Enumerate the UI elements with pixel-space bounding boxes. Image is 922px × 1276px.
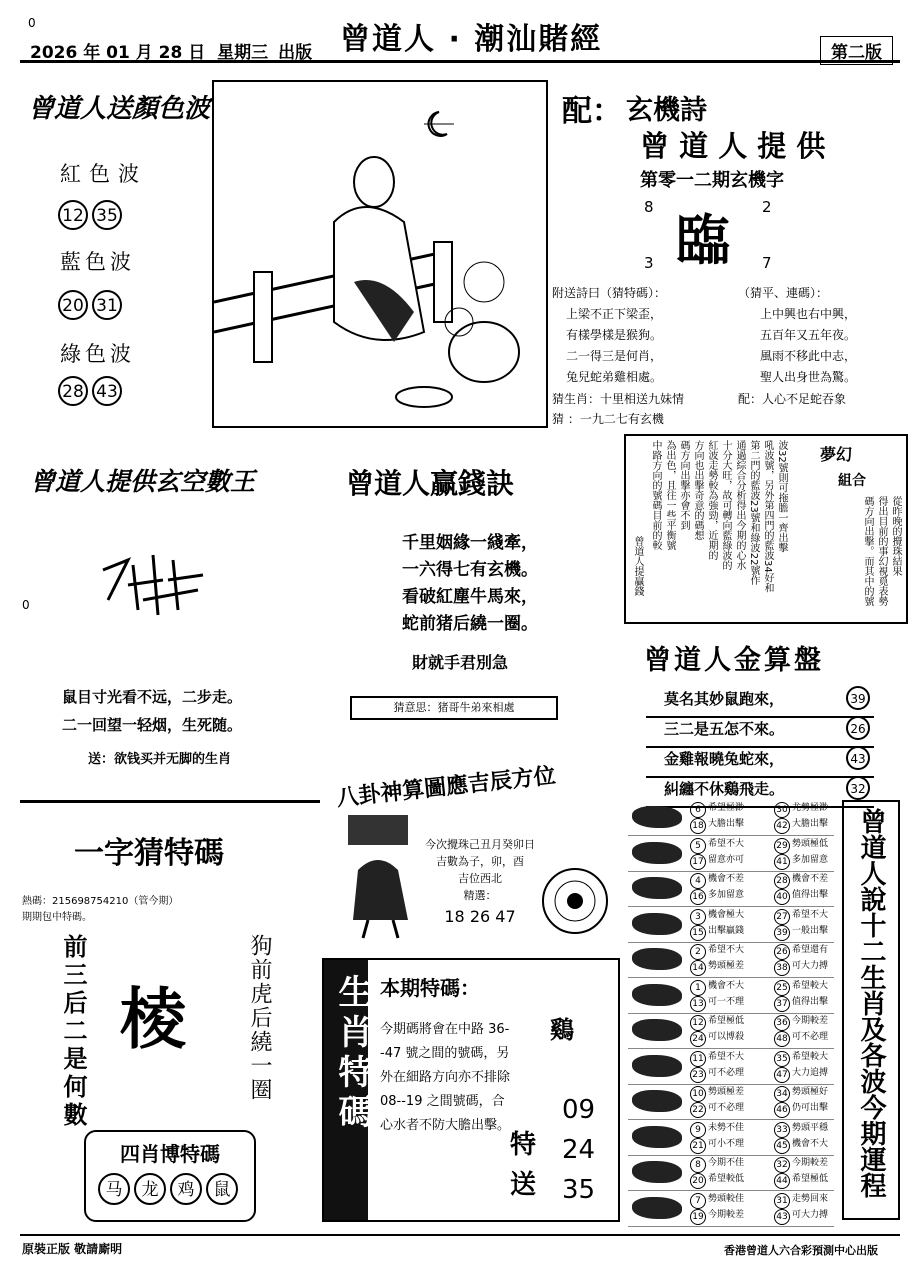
guess: 猜 ：一九二七有玄機 xyxy=(552,412,664,426)
zodiac-number: 14 xyxy=(690,960,706,976)
menghuan-text-left xyxy=(648,440,788,620)
menghuan-col: 吼波號，另外第四門的藍波34好和 xyxy=(762,440,773,593)
top-zero: 0 xyxy=(28,16,36,30)
zodiac-number: 40 xyxy=(774,889,790,905)
compass-drawing xyxy=(540,866,610,936)
zodiac-number: 44 xyxy=(774,1173,790,1189)
yingqian-line: 一六得七有玄機。 xyxy=(402,560,538,580)
tema-num: 35 xyxy=(562,1175,596,1205)
pei-label: 配： xyxy=(562,94,622,129)
jinsuan-text: 糾纏不休鷄飛走。 xyxy=(664,780,785,798)
zodiac-fortune: 勢頭極好 xyxy=(792,1087,829,1097)
jinsuan-num: 32 xyxy=(846,776,870,800)
zodiac-number: 23 xyxy=(690,1067,706,1083)
zodiac-animal-icon xyxy=(632,1090,682,1112)
zodiac-number: 28 xyxy=(774,873,790,889)
four-zodiac-list xyxy=(86,1173,254,1205)
bagua-line: 精選： xyxy=(463,889,497,902)
sage-drawing xyxy=(214,82,546,426)
zodiac-number: 18 xyxy=(690,818,706,834)
zodiac-row xyxy=(628,1049,834,1085)
zodiac-row xyxy=(628,1013,834,1049)
menghuan-title: 夢幻 xyxy=(820,445,853,464)
zodiac-animal-icon xyxy=(632,806,682,828)
yingqian-hint-box xyxy=(350,696,558,720)
footer-left: 原裝正版 敬請廝明 xyxy=(22,1242,123,1256)
menghuan-col: 碼方向出擊亦會不到 xyxy=(678,440,689,530)
zodiac-fortune: 希望極低 xyxy=(792,1174,829,1184)
menghuan-box xyxy=(624,434,908,624)
poem-line: 兔兒蛇弟雞相處。 xyxy=(566,370,663,384)
footer-rule xyxy=(20,1234,900,1236)
zodiac-fortune: 值得出擊 xyxy=(792,890,829,900)
handwriting-scribble xyxy=(98,550,208,620)
zodiac-row xyxy=(628,1155,834,1191)
poem-right-lines xyxy=(760,304,856,388)
num-br: 7 xyxy=(762,254,772,272)
zodiac-number: 2 xyxy=(690,944,706,960)
num-bl: 3 xyxy=(644,254,654,272)
page-title: 曾道人 · 潮汕賭經 xyxy=(340,22,603,57)
jinsuan-text: 金雞報曉兔蛇來， xyxy=(664,750,785,768)
zodiac-number: 22 xyxy=(690,1102,706,1118)
menghuan-col: 通過綜合分析得出今期的心水 xyxy=(734,440,745,570)
zodiac-number: 33 xyxy=(774,1122,790,1138)
menghuan-col: 波32號則可拖膽一齊出擊 xyxy=(776,440,787,553)
zodiac-animal-icon xyxy=(632,842,682,864)
ball: 31 xyxy=(92,290,122,320)
zodiac-number: 37 xyxy=(774,996,790,1012)
menghuan-col: 方向也出擊奇意的碼想 xyxy=(692,440,703,540)
menghuan-col: 十分大旺，故可轉向藍綠波的 xyxy=(720,440,731,570)
jinsuan-row xyxy=(646,748,874,778)
warrior-illustration xyxy=(338,810,420,940)
poem-left-lines xyxy=(566,304,662,388)
poem-right-head: （猜平、連碼）： xyxy=(738,286,829,300)
zodiac-number: 13 xyxy=(690,996,706,1012)
ball: 28 xyxy=(58,376,88,406)
zodiac-fortune: 今期較差 xyxy=(708,1209,745,1220)
sage-illustration xyxy=(212,80,548,428)
zodiac-animal-icon xyxy=(632,1197,682,1219)
zodiac-ball: 鸡 xyxy=(170,1173,202,1205)
zodiac-fortune: 機會不差 xyxy=(792,874,829,884)
zodiac-number: 26 xyxy=(774,944,790,960)
zodiac-fortune: 大膽出擊 xyxy=(708,819,745,829)
bagua-line: 吉位西北 xyxy=(458,872,502,885)
yizi-frame-top xyxy=(20,800,320,803)
zodiac-number: 3 xyxy=(690,909,706,925)
bagua-title: 八卦神算圖應吉辰方位 xyxy=(335,763,557,812)
zodiac-fortune: 勢頭平穩 xyxy=(792,1122,829,1133)
jinsuan-num: 43 xyxy=(846,746,870,770)
zodiac-number: 32 xyxy=(774,1157,790,1173)
green-wave-nums xyxy=(58,376,126,406)
mystery-character: 臨 xyxy=(676,208,730,272)
num-tr: 2 xyxy=(762,198,772,216)
zodiac-fortune: 機會不差 xyxy=(708,874,745,884)
blue-wave-nums xyxy=(58,290,126,320)
zodiac-row xyxy=(628,1084,834,1120)
zodiac-number: 41 xyxy=(774,854,790,870)
bagua-line: 吉數為子，卯，酉 xyxy=(436,855,524,868)
menghuan-col: 碼方向出擊。而其中的號 xyxy=(862,496,873,606)
tema-num: 09 xyxy=(562,1095,596,1125)
bagua-info xyxy=(420,836,540,925)
zodiac-ball: 龙 xyxy=(134,1173,166,1205)
menghuan-sign: 曾道人提贏錢 xyxy=(632,536,643,596)
zodiac-number: 6 xyxy=(690,802,706,818)
tema-nums xyxy=(562,1090,595,1210)
zodiac-fortune: 大膽出擊 xyxy=(792,819,829,829)
handwritten-number xyxy=(98,550,208,624)
zodiac-number: 19 xyxy=(690,1209,706,1225)
zodiac-fortune: 今期不佳 xyxy=(708,1158,745,1168)
footer-right: 香港曾道人六合彩預測中心出版 xyxy=(724,1244,878,1257)
yizi-big-char: 棱 xyxy=(120,980,186,1058)
side-zero: 0 xyxy=(22,598,30,612)
zodiac-fortune: 一般出擊 xyxy=(792,925,829,936)
num-tl: 8 xyxy=(644,198,654,216)
zodiac-number: 4 xyxy=(690,873,706,889)
zodiac-fortune: 機會不大 xyxy=(708,980,745,991)
zodiac-fortune: 今期較差 xyxy=(792,1158,829,1168)
zodiac-number: 36 xyxy=(774,1015,790,1031)
zodiac-row xyxy=(628,836,834,872)
zodiac-fortune: 大力追搏 xyxy=(792,1067,829,1078)
zodiac-number: 31 xyxy=(774,1193,790,1209)
zodiac-animal-icon xyxy=(632,984,682,1006)
pei-2: 配：人心不足蛇吞象 xyxy=(738,392,847,406)
bagua-compass-icon xyxy=(540,866,610,940)
shengxiao-side-text: 曾道人說十二生肖及各波今期運程 xyxy=(856,808,886,1198)
yizi-title: 一字猜特碼 xyxy=(74,836,224,871)
zodiac-fortune: 出擊贏錢 xyxy=(708,925,745,936)
poem-line: 上中興也右中興， xyxy=(760,307,857,321)
color-section-title: 曾道人送顏色波 xyxy=(28,94,211,124)
guess-shengxiao: 猜生肖：十里相送九妹情 xyxy=(552,392,685,406)
warrior-drawing xyxy=(338,810,420,940)
menghuan-col: 第二門的藍波23號和綠波22號作 xyxy=(748,440,759,586)
poem-line: 聖人出身世為驚。 xyxy=(760,370,857,384)
zodiac-fortune: 希望還有 xyxy=(792,945,829,955)
date-text: 2026 年 01 月 28 日 xyxy=(30,43,206,63)
yingqian-line: 看破紅塵牛馬來， xyxy=(402,587,538,607)
header-rule xyxy=(20,60,900,63)
menghuan-col: 從昨晚的攪珠結果 xyxy=(890,496,901,576)
zodiac-fortune: 勢頭極差 xyxy=(708,961,745,971)
ball: 12 xyxy=(58,200,88,230)
ball: 20 xyxy=(58,290,88,320)
zodiac-fortune: 留意亦可 xyxy=(708,854,745,865)
zodiac-fortune: 希望不大 xyxy=(708,838,745,849)
green-wave-label: 綠色波 xyxy=(60,342,135,366)
tema-te: 特 xyxy=(510,1130,537,1160)
zodiac-fortune: 機會不大 xyxy=(792,1138,829,1149)
zodiac-animal-icon xyxy=(632,877,682,899)
zodiac-fortune: 可以博殺 xyxy=(708,1032,745,1042)
zodiac-fortune: 希望較大 xyxy=(792,1051,829,1062)
zodiac-number: 39 xyxy=(774,925,790,941)
zodiac-animal-icon xyxy=(632,1161,682,1183)
bagua-line: 今次攪珠己丑月癸卯日 xyxy=(425,838,535,851)
zodiac-number: 24 xyxy=(690,1031,706,1047)
menghuan-subtitle: 組合 xyxy=(838,473,866,489)
shengxiao-side xyxy=(842,800,900,1220)
zodiac-fortune: 可大力搏 xyxy=(792,961,829,971)
bagua-nums: 18 26 47 xyxy=(444,907,516,926)
zodiac-number: 1 xyxy=(690,980,706,996)
jinsuan-text: 莫名其妙鼠跑來， xyxy=(664,690,785,708)
zodiac-fortune: 可不必理 xyxy=(792,1032,829,1042)
four-zodiac-box xyxy=(84,1130,256,1222)
menghuan-col: 得出目前的事幻視覓表勢 xyxy=(876,496,887,606)
zodiac-number: 8 xyxy=(690,1157,706,1173)
zodiac-number: 29 xyxy=(774,838,790,854)
zodiac-animal-icon xyxy=(632,913,682,935)
zodiac-fortune: 可小不理 xyxy=(708,1138,745,1149)
zodiac-row xyxy=(628,800,834,836)
zodiac-number: 12 xyxy=(690,1015,706,1031)
jinsuan-text: 三二是五怎不來。 xyxy=(664,720,785,738)
zodiac-number: 16 xyxy=(690,889,706,905)
zodiac-fortune: 仍可出擊 xyxy=(792,1103,829,1113)
yizi-note: 期期包中特碼。 xyxy=(22,912,92,923)
yizi-right-riddle: 狗前虎后繞一圈 xyxy=(247,934,272,1102)
yingqian-line: 千里姻緣一綫牽， xyxy=(402,533,538,553)
xuankong-title: 曾道人提供玄空數王 xyxy=(30,467,256,496)
zodiac-number: 25 xyxy=(774,980,790,996)
zodiac-number: 43 xyxy=(774,1209,790,1225)
zodiac-fortune: 未勢不佳 xyxy=(708,1122,745,1133)
tema-box xyxy=(322,958,620,1222)
zodiac-fortune: 希望極低 xyxy=(708,1016,745,1026)
menghuan-col: 紅波走勢較為強勁，近期的 xyxy=(706,440,717,560)
red-wave-nums xyxy=(58,200,126,230)
tema-animal: 鷄 xyxy=(550,1016,574,1044)
zodiac-fortune: 勢頭極差 xyxy=(708,1087,745,1097)
zodiac-fortune: 可不必理 xyxy=(708,1103,745,1113)
zodiac-number: 42 xyxy=(774,818,790,834)
xuankong-line-2: 二一回望一轻烟，生死随。 xyxy=(62,716,243,734)
zodiac-number: 7 xyxy=(690,1193,706,1209)
zodiac-number: 30 xyxy=(774,802,790,818)
zodiac-number: 20 xyxy=(690,1173,706,1189)
zodiac-animal-icon xyxy=(632,1055,682,1077)
zodiac-number: 45 xyxy=(774,1138,790,1154)
tema-side-text: 生肖特碼 xyxy=(332,974,372,1134)
zodiac-number: 11 xyxy=(690,1051,706,1067)
zodiac-fortune: 多加留意 xyxy=(708,890,745,900)
zodiac-ball: 鼠 xyxy=(206,1173,238,1205)
poem-issue: 第零一二期玄機字 xyxy=(640,170,784,191)
zodiac-ball: 马 xyxy=(98,1173,130,1205)
zodiac-number: 5 xyxy=(690,838,706,854)
yingqian-line: 蛇前猪后繞一圈。 xyxy=(402,614,538,634)
zodiac-fortune: 希望不大 xyxy=(792,909,829,920)
zodiac-number: 35 xyxy=(774,1051,790,1067)
zodiac-fortune: 希望不大 xyxy=(708,945,745,955)
zodiac-fortune: 勢頭較佳 xyxy=(708,1193,745,1204)
zodiac-row xyxy=(628,907,834,943)
publish-text: 出版 xyxy=(278,43,313,63)
zodiac-row xyxy=(628,1120,834,1156)
zodiac-fortune: 走勢回來 xyxy=(792,1193,829,1204)
jinsuan-row xyxy=(646,718,874,748)
poem-title: 玄機詩 xyxy=(626,95,707,126)
poem-left-head: 附送詩曰（猜特碼）： xyxy=(552,286,667,300)
edition-badge: 第二版 xyxy=(820,36,893,65)
ball: 43 xyxy=(92,376,122,406)
zodiac-animal-icon xyxy=(632,948,682,970)
jinsuan-row xyxy=(646,688,874,718)
zodiac-number: 38 xyxy=(774,960,790,976)
zodiac-row xyxy=(628,871,834,907)
zodiac-fortune: 可大力搏 xyxy=(792,1209,829,1220)
tema-side-title xyxy=(324,960,372,1220)
zodiac-fortune: 可一不理 xyxy=(708,996,745,1007)
poem-line: 二一得三是何肖， xyxy=(566,349,663,363)
jinsuan-num: 39 xyxy=(846,686,870,710)
poem-line: 上梁不正下梁歪， xyxy=(566,307,663,321)
zodiac-fortune: 希望極渺 xyxy=(708,803,745,813)
menghuan-col: 為出色，且往一些平衡號 xyxy=(664,440,675,550)
poem-line: 風雨不移此中志， xyxy=(760,349,857,363)
zodiac-fortune: 勢頭極低 xyxy=(792,838,829,849)
zodiac-fortune: 多加留意 xyxy=(792,854,829,865)
yingqian-last: 財就手君別急 xyxy=(412,653,509,672)
blue-wave-label: 藍色波 xyxy=(60,250,135,274)
zodiac-number: 21 xyxy=(690,1138,706,1154)
poem-line: 有樣學樣是猴狗。 xyxy=(566,328,663,342)
zodiac-number: 17 xyxy=(690,854,706,870)
four-zodiac-title: 四肖博特碼 xyxy=(120,1142,220,1166)
weekday-text: 星期三 xyxy=(217,43,269,63)
zodiac-fortune: 希望不大 xyxy=(708,1051,745,1062)
zodiac-fortune: 希望較大 xyxy=(792,980,829,991)
zodiac-row xyxy=(628,942,834,978)
zodiac-fortune: 希望較低 xyxy=(708,1174,745,1184)
tema-song: 送 xyxy=(510,1170,537,1200)
yizi-left-riddle: 前三后二是何數 xyxy=(59,934,87,1130)
zodiac-number: 34 xyxy=(774,1086,790,1102)
poem-provider: 曾 道 人 提 供 xyxy=(640,129,826,163)
zodiac-animal-icon xyxy=(632,1126,682,1148)
jinsuan-lines xyxy=(646,688,874,808)
ball: 35 xyxy=(92,200,122,230)
zodiac-number: 46 xyxy=(774,1102,790,1118)
xuankong-line-3: 送：欲钱买并无脚的生肖 xyxy=(88,752,232,767)
menghuan-col: 中路方向的號碼目前的較 xyxy=(650,440,661,550)
red-wave-label: 紅色波 xyxy=(60,162,147,186)
jinsuan-title: 曾道人金算盤 xyxy=(644,645,824,676)
yingqian-lines xyxy=(402,530,538,638)
jinsuan-num: 26 xyxy=(846,716,870,740)
zodiac-fortune: 尤勢極渺 xyxy=(792,803,829,813)
tema-body: 今期碼將會在中路 36--47 號之間的號碼，另外在細路方向亦不排除 08--19 之間號碼，合心水者不防大膽出擊。 xyxy=(380,1022,511,1133)
xuankong-line-1: 鼠目寸光看不远，二步走。 xyxy=(62,688,243,706)
zodiac-fortune: 機會極大 xyxy=(708,909,745,920)
tema-title: 本期特碼： xyxy=(380,976,480,1000)
zodiac-number: 15 xyxy=(690,925,706,941)
zodiac-number: 9 xyxy=(690,1122,706,1138)
zodiac-number: 48 xyxy=(774,1031,790,1047)
zodiac-number: 10 xyxy=(690,1086,706,1102)
tema-num: 24 xyxy=(562,1135,596,1165)
menghuan-text xyxy=(860,496,902,616)
zodiac-fortune: 可不必理 xyxy=(708,1067,745,1078)
zodiac-row xyxy=(628,1191,834,1227)
poem-line: 五百年又五年夜。 xyxy=(760,328,857,342)
zodiac-number: 27 xyxy=(774,909,790,925)
zodiac-number: 47 xyxy=(774,1067,790,1083)
yizi-phone: 熱碼：215698754210（管今期） xyxy=(22,896,179,907)
yingqian-title: 曾道人赢錢訣 xyxy=(346,467,515,500)
yingqian-hint: 猜意思：猪哥牛弟來相處 xyxy=(393,701,515,714)
zodiac-fortune: 今期較差 xyxy=(792,1016,829,1026)
zodiac-fortune: 值得出擊 xyxy=(792,996,829,1007)
zodiac-row xyxy=(628,978,834,1014)
zodiac-animal-icon xyxy=(632,1019,682,1041)
